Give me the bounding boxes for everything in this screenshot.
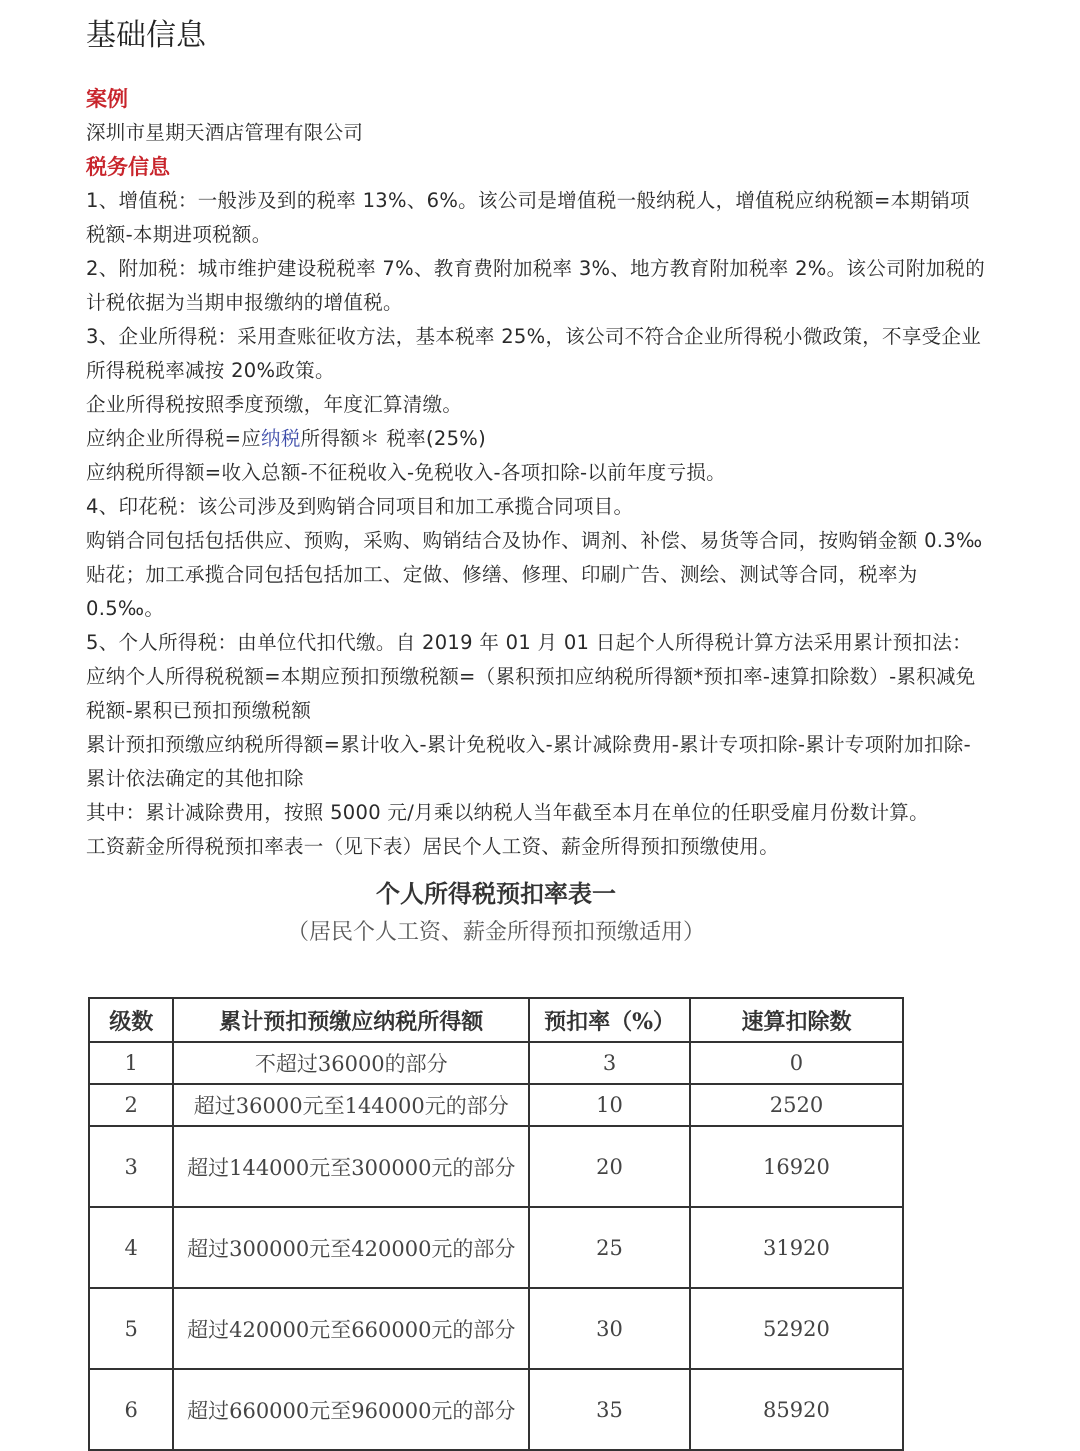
- cell-deduction: 16920: [690, 1126, 903, 1207]
- cell-income: 超过660000元至960000元的部分: [173, 1369, 529, 1450]
- cell-rate: 25: [529, 1207, 690, 1288]
- cell-level: 6: [89, 1369, 173, 1450]
- cell-level: 2: [89, 1084, 173, 1126]
- header-income: 累计预扣预缴应纳税所得额: [173, 998, 529, 1042]
- table-intro: 工资薪金所得税预扣率表一（见下表）居民个人工资、薪金所得预扣预缴使用。: [86, 835, 780, 858]
- cell-income: 超过144000元至300000元的部分: [173, 1126, 529, 1207]
- personal-tax-formula: 应纳个人所得税税额=本期应预扣预缴税额=（累积预扣应纳税所得额*预扣率-速算扣除数）-累积减免税额-累积已预扣预缴税额: [86, 665, 976, 722]
- tax-heading: 税务信息: [86, 155, 170, 179]
- personal-tax-paragraph: 5、个人所得税：由单位代扣代缴。自 2019 年 01 月 01 日起个人所得税计算方法采用累计预扣法：: [86, 631, 972, 654]
- cell-deduction: 85920: [690, 1369, 903, 1450]
- cell-deduction: 52920: [690, 1288, 903, 1369]
- table-row: [89, 1369, 903, 1450]
- cell-rate: 3: [529, 1042, 690, 1084]
- deduction-note: 其中：累计减除费用，按照 5000 元/月乘以纳税人当年截至本月在单位的任职受雇月份数计算。: [86, 801, 929, 824]
- header-level: 级数: [89, 998, 173, 1042]
- cell-rate: 30: [529, 1288, 690, 1369]
- cell-rate: 35: [529, 1369, 690, 1450]
- table-row: [89, 1042, 903, 1084]
- cell-rate: 10: [529, 1084, 690, 1126]
- corporate-tax-paragraph: 3、企业所得税：采用查账征收方法，基本税率 25%，该公司不符合企业所得税小微政策，不享受企业所得税税率减按 20%政策。: [86, 325, 982, 382]
- formula-text-b: 所得额＊ 税率(25%): [300, 427, 487, 450]
- cell-income: 超过36000元至144000元的部分: [173, 1084, 529, 1126]
- cell-income: 不超过36000的部分: [173, 1042, 529, 1084]
- case-heading: 案例: [86, 87, 128, 111]
- formula-text-a: 应纳企业所得税=应: [86, 427, 262, 450]
- tax-link[interactable]: 纳税: [261, 427, 301, 450]
- table-header-row: [89, 998, 903, 1042]
- cell-income: 超过420000元至660000元的部分: [173, 1288, 529, 1369]
- cell-deduction: 0: [690, 1042, 903, 1084]
- table-subcaption: （居民个人工资、薪金所得预扣预缴适用）: [286, 920, 705, 945]
- cell-level: 3: [89, 1126, 173, 1207]
- cell-level: 5: [89, 1288, 173, 1369]
- stamp-tax-detail: 购销合同包括包括供应、预购，采购、购销结合及协作、调剂、补偿、易货等合同，按购销金额 0.3‰贴花；加工承揽合同包括包括加工、定做、修缮、修理、印刷广告、测绘、测试等合同，税率为 0.5‰。: [86, 529, 983, 620]
- stamp-tax-paragraph: 4、印花税：该公司涉及到购销合同项目和加工承揽合同项目。: [86, 495, 634, 518]
- cell-rate: 20: [529, 1126, 690, 1207]
- cumulative-income-formula: 累计预扣预缴应纳税所得额=累计收入-累计免税收入-累计减除费用-累计专项扣除-累计专项附加扣除-累计依法确定的其他扣除: [86, 733, 971, 790]
- document-body: [86, 14, 986, 952]
- surcharge-paragraph: 2、附加税：城市维护建设税税率 7%、教育费附加税率 3%、地方教育附加税率 2%。该公司附加税的计税依据为当期申报缴纳的增值税。: [86, 257, 986, 314]
- table-row: [89, 1288, 903, 1369]
- table-row: [89, 1084, 903, 1126]
- company-name: 深圳市星期天酒店管理有限公司: [86, 121, 364, 144]
- vat-paragraph: 1、增值税：一般涉及到的税率 13%、6%。该公司是增值税一般纳税人，增值税应纳税额=本期销项税额-本期进项税额。: [86, 189, 970, 246]
- table-row: [89, 1126, 903, 1207]
- table-row: [89, 1207, 903, 1288]
- cell-level: 1: [89, 1042, 173, 1084]
- corporate-tax-formula: [86, 422, 986, 456]
- cell-level: 4: [89, 1207, 173, 1288]
- prepayment-paragraph: 企业所得税按照季度预缴，年度汇算清缴。: [86, 393, 463, 416]
- page-title: 基础信息: [86, 18, 206, 53]
- withholding-rate-table: [88, 997, 904, 1451]
- cell-income: 超过300000元至420000元的部分: [173, 1207, 529, 1288]
- taxable-income-formula: 应纳税所得额=收入总额-不征税收入-免税收入-各项扣除-以前年度亏损。: [86, 461, 726, 484]
- table-caption: 个人所得税预扣率表一: [376, 879, 616, 908]
- header-deduction: 速算扣除数: [690, 998, 903, 1042]
- header-rate: 预扣率（%）: [529, 998, 690, 1042]
- cell-deduction: 31920: [690, 1207, 903, 1288]
- cell-deduction: 2520: [690, 1084, 903, 1126]
